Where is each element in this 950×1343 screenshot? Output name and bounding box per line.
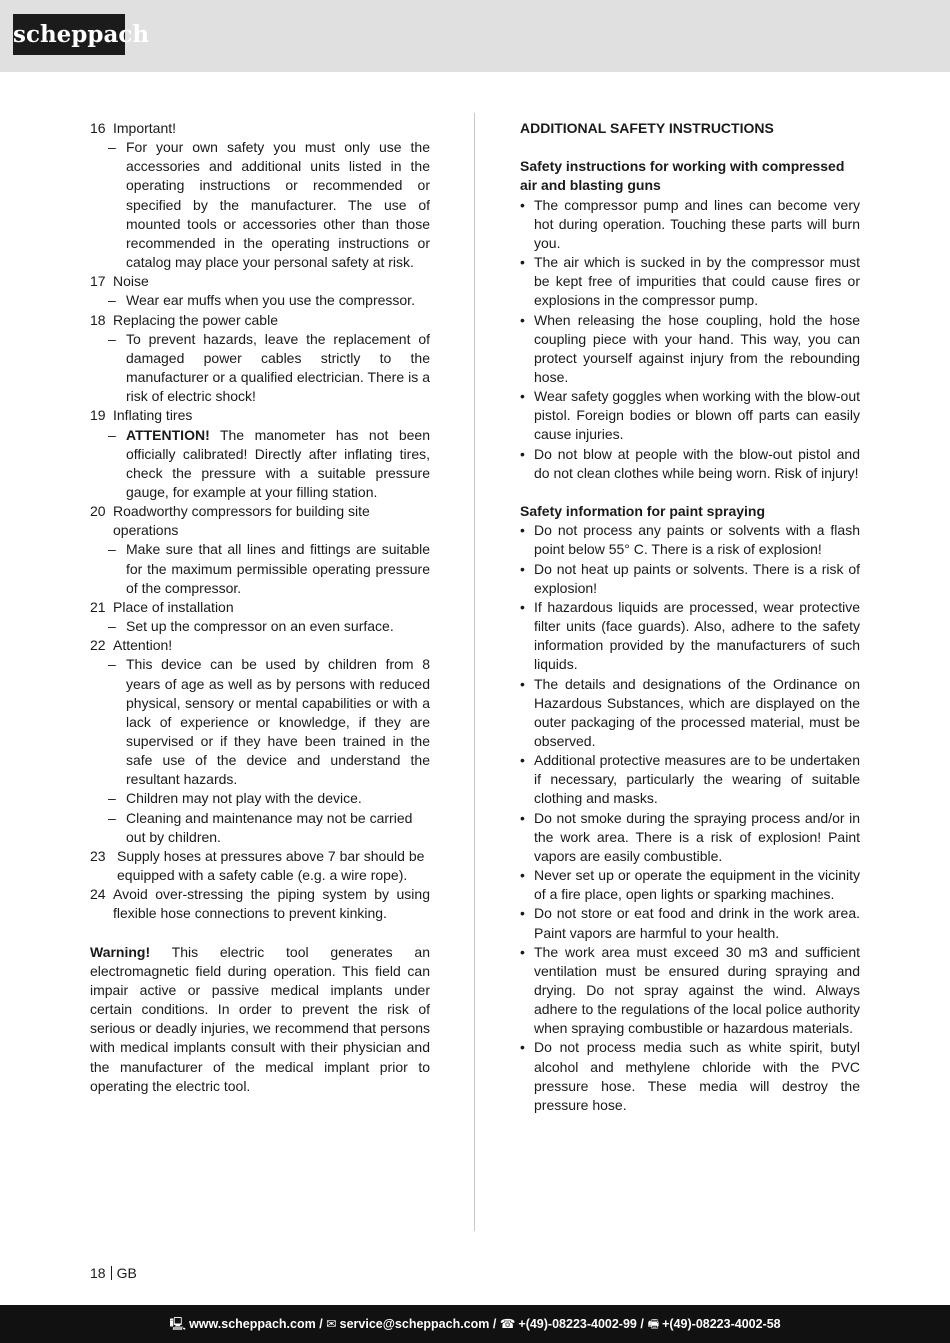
- list-item: • The details and designations of the Ordinance on Hazardous Substances, which are displayed on the outer packaging of the processed material, must be observed.: [520, 675, 860, 749]
- scheppach-logo: scheppach: [13, 14, 125, 55]
- item-21-sub-1: – Set up the compressor on an even surface.: [108, 618, 394, 635]
- left-column: [90, 119, 430, 1096]
- item-19: 19 Inflating tires: [90, 407, 193, 424]
- item-22-sub-1: – This device can be used by children from 8 years of age as well as by persons with reduced physical, sensory or mental capabilities or with a lack of experience or knowledge, if they are supervised or if they have been trained in the safe use of the device and understand the resultant hazards.: [108, 656, 430, 788]
- paint-spraying-list: [520, 521, 860, 1115]
- list-item: • Do not smoke during the spraying process and/or in the work area. There is a risk of explosion! Paint vapors are easily combustible.: [520, 809, 860, 864]
- fax-number: +(49)-08223-4002-58: [662, 1317, 781, 1331]
- item-22: 22 Attention!: [90, 637, 173, 654]
- email-link[interactable]: service@scheppach.com: [339, 1317, 490, 1331]
- list-item: • The compressor pump and lines can become very hot during operation. Touching these parts will burn you.: [520, 196, 860, 251]
- item-20: 20 Roadworthy compressors for building site operations: [90, 503, 370, 539]
- computer-icon: 🖳︎: [169, 1317, 187, 1331]
- section-heading: ADDITIONAL SAFETY INSTRUCTIONS: [520, 120, 774, 136]
- item-21: 21 Place of installation: [90, 598, 234, 615]
- item-20-sub-1: – Make sure that all lines and fittings are suitable for the maximum permissible operating pressure of the compressor.: [108, 541, 430, 596]
- page-number: 18 GB: [90, 1265, 137, 1281]
- item-18-sub-1: – To prevent hazards, leave the replacement of damaged power cables strictly to the manufacturer or a qualified electrician. There is a risk of electric shock!: [108, 330, 430, 405]
- page-footer: 🖳︎ www.scheppach.com / ✉︎ service@scheppach.com / ☎︎ +(49)-08223-4002-99 / 🖷︎ +(49)-08223-4002-58: [0, 1305, 950, 1343]
- warning-label: Warning!: [90, 943, 151, 960]
- list-item: • If hazardous liquids are processed, wear protective filter units (face guards). Also, adhere to the safety information provided by the manufacturers of such liquids.: [520, 598, 860, 673]
- item-16: 16 Important!: [90, 120, 177, 136]
- item-16-sub-1: – For your own safety you must only use the accessories and additional units listed in the operating instructions or recommended or specified by the manufacturer. The use of mounted tools or accessories other than those recommended in the operating instructions or catalog may place your personal safety at risk.: [108, 139, 430, 271]
- page-header: [0, 0, 950, 72]
- item-24: 24 Avoid over-stressing the piping system by using flexible hose connections to prevent kinking.: [90, 886, 430, 922]
- item-23: 23 Supply hoses at pressures above 7 bar should be equipped with a safety cable (e.g. a wire rope).: [90, 847, 425, 884]
- item-17-sub-1: – Wear ear muffs when you use the compressor.: [108, 292, 415, 309]
- list-item: • When releasing the hose coupling, hold the hose coupling piece with your hand. This way, you can protect yourself against injury from the rebounding hose.: [520, 311, 860, 386]
- list-item: • The work area must exceed 30 m3 and sufficient ventilation must be ensured during spraying and drying. Do not spray against the wind. Always adhere to the regulations of the local police authority when spraying combustible or hazardous materials.: [520, 943, 860, 1037]
- list-item: • Do not process any paints or solvents with a flash point below 55° C. There is a risk of explosion!: [520, 522, 860, 558]
- warning-paragraph: Warning! This electric tool generates an electromagnetic field during operation. This field can impair active or passive medical implants under certain conditions. In order to prevent the risk of serious or deadly injuries, we recommend that persons with medical implants consult with their physician and the manufacturer of the medical implant prior to operating the electric tool.: [90, 943, 430, 1094]
- list-item: • Do not blow at people with the blow-out pistol and do not clean clothes while being worn. Risk of injury!: [520, 445, 860, 481]
- paint-spraying-section-title: Safety information for paint spraying: [520, 503, 766, 520]
- website-link[interactable]: www.scheppach.com: [189, 1317, 316, 1331]
- item-19-sub-1: – ATTENTION! The manometer has not been officially calibrated! Directly after inflating tires, check the pressure with a suitable pressure gauge, for example at your filling station.: [108, 426, 430, 500]
- list-item: • Do not process media such as white spirit, butyl alcohol and methylene chloride with the PVC pressure hose. These media will destroy the pressure hose.: [520, 1039, 860, 1113]
- right-column: [520, 119, 860, 1115]
- item-18: 18 Replacing the power cable: [90, 311, 278, 328]
- list-item: • The air which is sucked in by the compressor must be kept free of impurities that could cause fires or explosions in the compressor pump.: [520, 254, 860, 309]
- list-item: • Never set up or operate the equipment in the vicinity of a fire place, open lights or sparking machines.: [520, 867, 860, 903]
- page-number-separator: [111, 1266, 112, 1280]
- item-17: 17 Noise: [90, 273, 149, 290]
- compressed-air-list: [520, 196, 860, 483]
- column-divider: [474, 113, 475, 1231]
- list-item: • Do not heat up paints or solvents. There is a risk of explosion!: [520, 560, 860, 596]
- item-22-sub-2: – Children may not play with the device.: [108, 790, 362, 807]
- phone-icon: ☎︎: [499, 1317, 516, 1331]
- envelope-icon: ✉︎: [326, 1317, 337, 1331]
- phone-number: +(49)-08223-4002-99: [518, 1317, 637, 1331]
- fax-icon: 🖷︎: [647, 1317, 660, 1331]
- item-22-sub-3: – Cleaning and maintenance may not be carried out by children.: [108, 809, 413, 845]
- attention-label: ATTENTION!: [126, 426, 210, 443]
- list-item: • Wear safety goggles when working with the blow-out pistol. Foreign bodies or blown off parts can easily cause injuries.: [520, 388, 860, 443]
- list-item: • Additional protective measures are to be undertaken if necessary, particularly the wearing of suitable clothing and masks.: [520, 752, 860, 807]
- compressed-air-section-title: Safety instructions for working with compressed air and blasting guns: [520, 158, 845, 194]
- list-item: • Do not store or eat food and drink in the work area. Paint vapors are harmful to your health.: [520, 905, 860, 941]
